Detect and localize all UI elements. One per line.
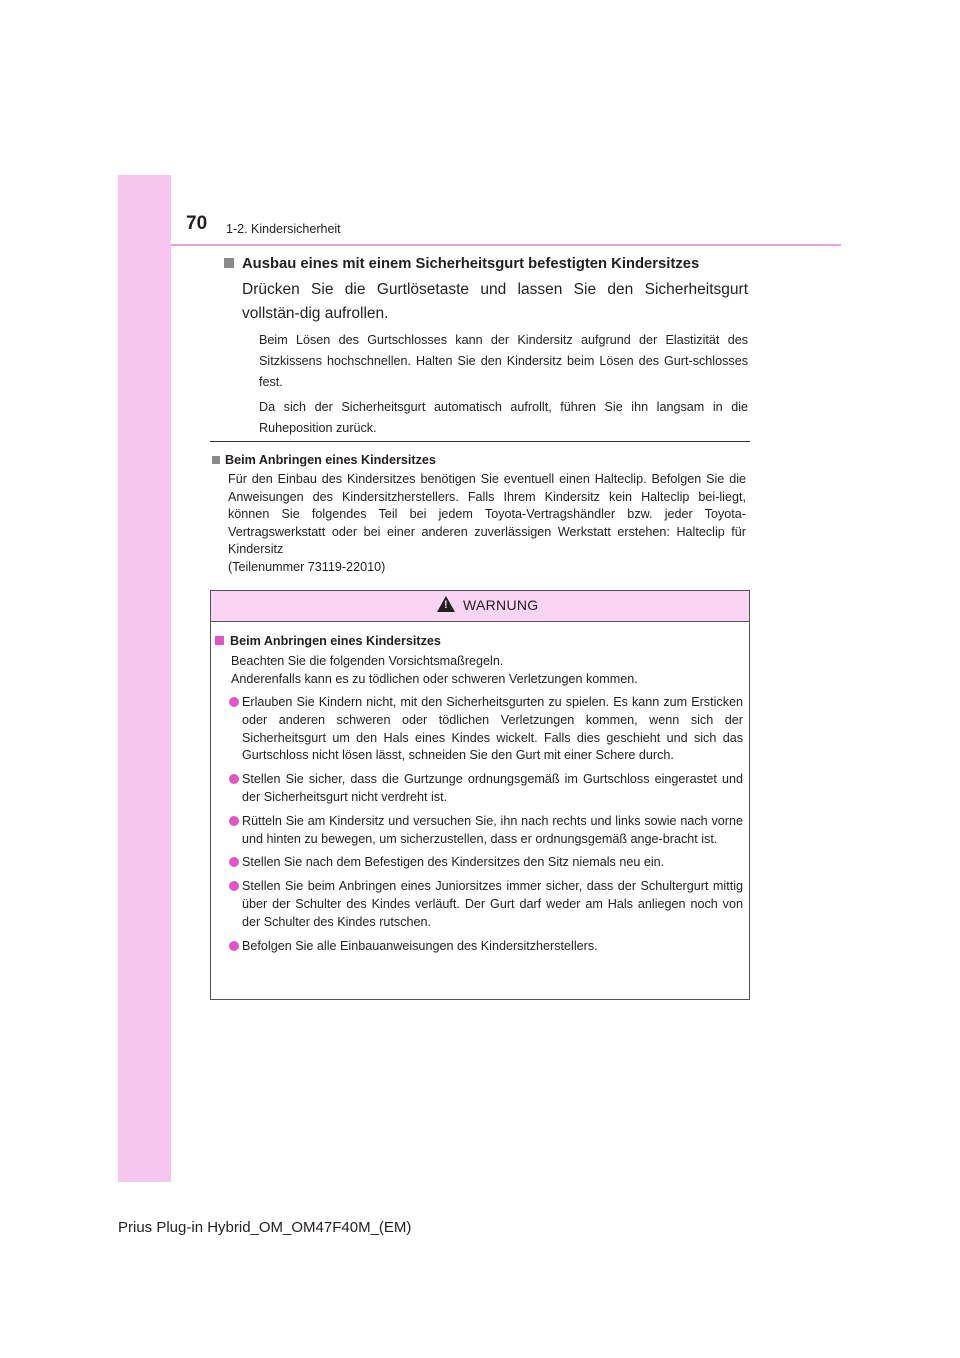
warning-intro-1: Beachten Sie die folgenden Vorsichtsmaßregeln. bbox=[231, 654, 504, 668]
removal-note-2: Da sich der Sicherheitsgurt automatisch aufrollt, führen Sie ihn langsam in die Ruheposition zurück. bbox=[259, 400, 748, 435]
removal-heading: Ausbau eines mit einem Sicherheitsgurt befestigten Kindersitzes bbox=[224, 254, 748, 274]
side-tab-band bbox=[118, 175, 171, 1182]
warning-item: Rütteln Sie am Kindersitz und versuchen Sie, ihn nach rechts und links sowie nach vorne und hinten zu bewegen, um sicherzustellen, dass er ordnungsgemäß ange-bracht ist. bbox=[215, 813, 743, 849]
removal-instruction: Drücken Sie die Gurtlösetaste und lassen Sie den Sicherheitsgurt vollstän-dig aufrollen. bbox=[242, 281, 748, 322]
section-label: 1-2. Kindersicherheit bbox=[226, 222, 341, 236]
warning-item: Befolgen Sie alle Einbauanweisungen des Kindersitzherstellers. bbox=[215, 938, 743, 956]
warning-box bbox=[210, 590, 750, 1000]
bullet-dot-icon bbox=[229, 774, 239, 784]
warning-title: WARNUNG bbox=[463, 597, 539, 613]
warning-item: Erlauben Sie Kindern nicht, mit den Sicherheitsgurten zu spielen. Es kann zum Ersticken oder anderen schweren oder tödlichen Verletzungen kommen, wenn sich der Sicherheitsgurt um den Hals eines Kindes wickelt. Falls dies geschieht und sich das Gurtschloss nicht lösen lässt, schneiden Sie den Gurt mit einer Schere durch. bbox=[215, 694, 743, 765]
info-part-number: (Teilenummer 73119-22010) bbox=[228, 559, 386, 574]
bullet-dot-icon bbox=[229, 941, 239, 951]
bullet-dot-icon bbox=[229, 697, 239, 707]
removal-section bbox=[224, 254, 748, 439]
warning-intro-2: Anderenfalls kann es zu tödlichen oder schweren Verletzungen kommen. bbox=[231, 671, 638, 686]
square-bullet-icon bbox=[215, 636, 224, 645]
warning-header bbox=[211, 591, 749, 622]
section-divider bbox=[210, 441, 750, 442]
info-section bbox=[212, 452, 746, 576]
square-bullet-icon bbox=[224, 258, 234, 268]
info-body: Für den Einbau des Kindersitzes benötigen Sie eventuell einen Halteclip. Befolgen Sie die Anweisungen des Kindersitzherstellers. Falls Ihrem Kindersitz kein Halteclip bei-liegt, können Sie folgendes Teil bei jedem Toyota-Vertragshändler bzw. jeder Toyota-Vertragswerkstatt oder bei einer anderen zuverlässigen Werkstatt erstehen: Halteclip für Kindersitz bbox=[228, 472, 746, 556]
header-rule bbox=[171, 244, 841, 246]
info-heading: Beim Anbringen eines Kindersitzes bbox=[212, 452, 746, 469]
footer-document-id: Prius Plug-in Hybrid_OM_OM47F40M_(EM) bbox=[118, 1219, 412, 1236]
warning-item: Stellen Sie sicher, dass die Gurtzunge ordnungsgemäß im Gurtschloss eingerastet und der Sicherheitsgurt nicht verdreht ist. bbox=[215, 771, 743, 807]
bullet-dot-icon bbox=[229, 816, 239, 826]
square-bullet-icon bbox=[212, 456, 220, 464]
bullet-dot-icon bbox=[229, 857, 239, 867]
removal-note-1: Beim Lösen des Gurtschlosses kann der Kindersitz aufgrund der Elastizität des Sitzkissens hochschnellen. Halten Sie den Kindersitz beim Lösen des Gurt-schlosses fest. bbox=[259, 333, 748, 389]
warning-item: Stellen Sie nach dem Befestigen des Kindersitzes den Sitz niemals neu ein. bbox=[215, 854, 743, 872]
warning-heading: Beim Anbringen eines Kindersitzes bbox=[215, 633, 743, 650]
bullet-dot-icon bbox=[229, 881, 239, 891]
warning-body bbox=[215, 633, 743, 955]
warning-item: Stellen Sie beim Anbringen eines Juniorsitzes immer sicher, dass der Schultergurt mittig über der Schulter des Kindes verläuft. Der Gurt darf weder am Hals anliegen noch von der Schulter des Kindes rutschen. bbox=[215, 878, 743, 931]
warning-triangle-icon: ! bbox=[437, 596, 455, 612]
warning-list bbox=[215, 694, 743, 955]
page-number: 70 bbox=[186, 213, 208, 234]
